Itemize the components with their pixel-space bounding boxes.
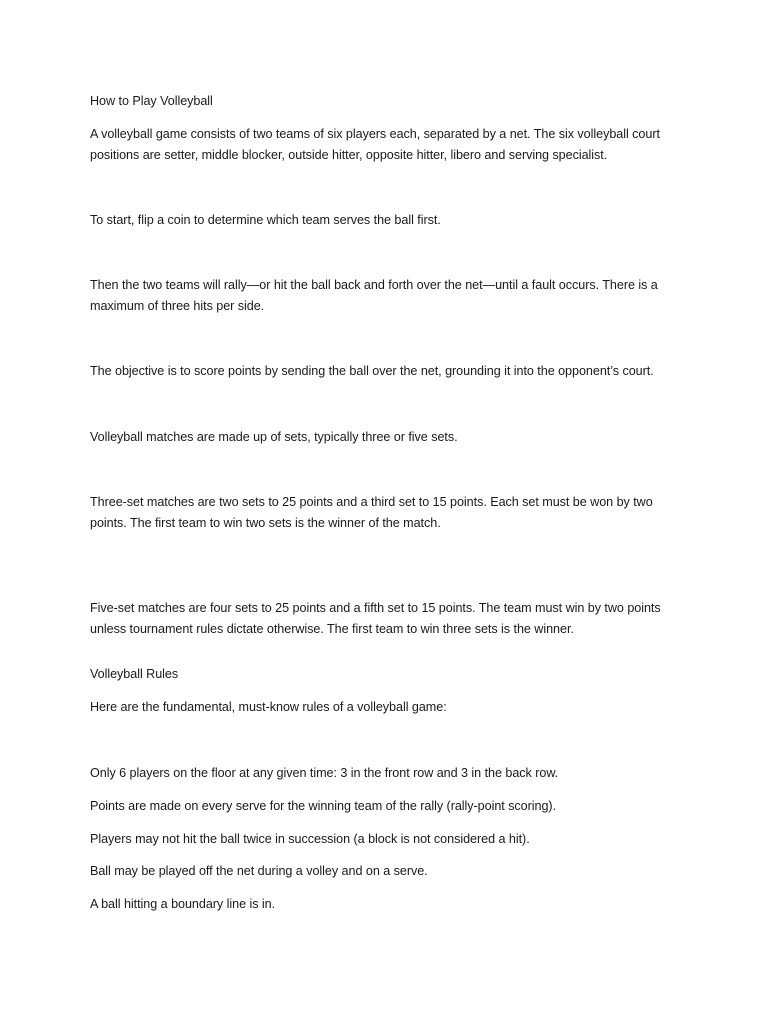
paragraph-sets: Volleyball matches are made up of sets, typically three or five sets.	[90, 430, 458, 444]
paragraph-objective: The objective is to score points by sending the ball over the net, grounding it into the opponent’s court.	[90, 364, 654, 378]
paragraph-coin-flip: To start, flip a coin to determine which team serves the ball first.	[90, 213, 441, 227]
rules-intro: Here are the fundamental, must-know rules of a volleyball game:	[90, 700, 447, 714]
rule-item: Only 6 players on the floor at any given time: 3 in the front row and 3 in the back row.	[90, 766, 559, 780]
paragraph-rally: Then the two teams will rally—or hit the ball back and forth over the net—until a fault occurs. There is a maximum of three hits per side.	[90, 278, 658, 313]
rule-item: Points are made on every serve for the winning team of the rally (rally-point scoring).	[90, 799, 557, 813]
rule-item: A ball hitting a boundary line is in.	[90, 897, 276, 911]
rule-item: Ball may be played off the net during a volley and on a serve.	[90, 864, 428, 878]
paragraph-five-set: Five-set matches are four sets to 25 points and a fifth set to 15 points. The team must win by two points unless tournament rules dictate otherwise. The first team to win three sets is the winner.	[90, 601, 661, 636]
rule-item: Players may not hit the ball twice in succession (a block is not considered a hit).	[90, 832, 530, 846]
rules-heading: Volleyball Rules	[90, 667, 179, 681]
paragraph-teams: A volleyball game consists of two teams of six players each, separated by a net. The six volleyball court positions are setter, middle blocker, outside hitter, opposite hitter, libero and serving specialist.	[90, 127, 660, 162]
document-title: How to Play Volleyball	[90, 94, 213, 108]
paragraph-three-set: Three-set matches are two sets to 25 points and a third set to 15 points. Each set must be won by two points. The first team to win two sets is the winner of the match.	[90, 495, 653, 530]
